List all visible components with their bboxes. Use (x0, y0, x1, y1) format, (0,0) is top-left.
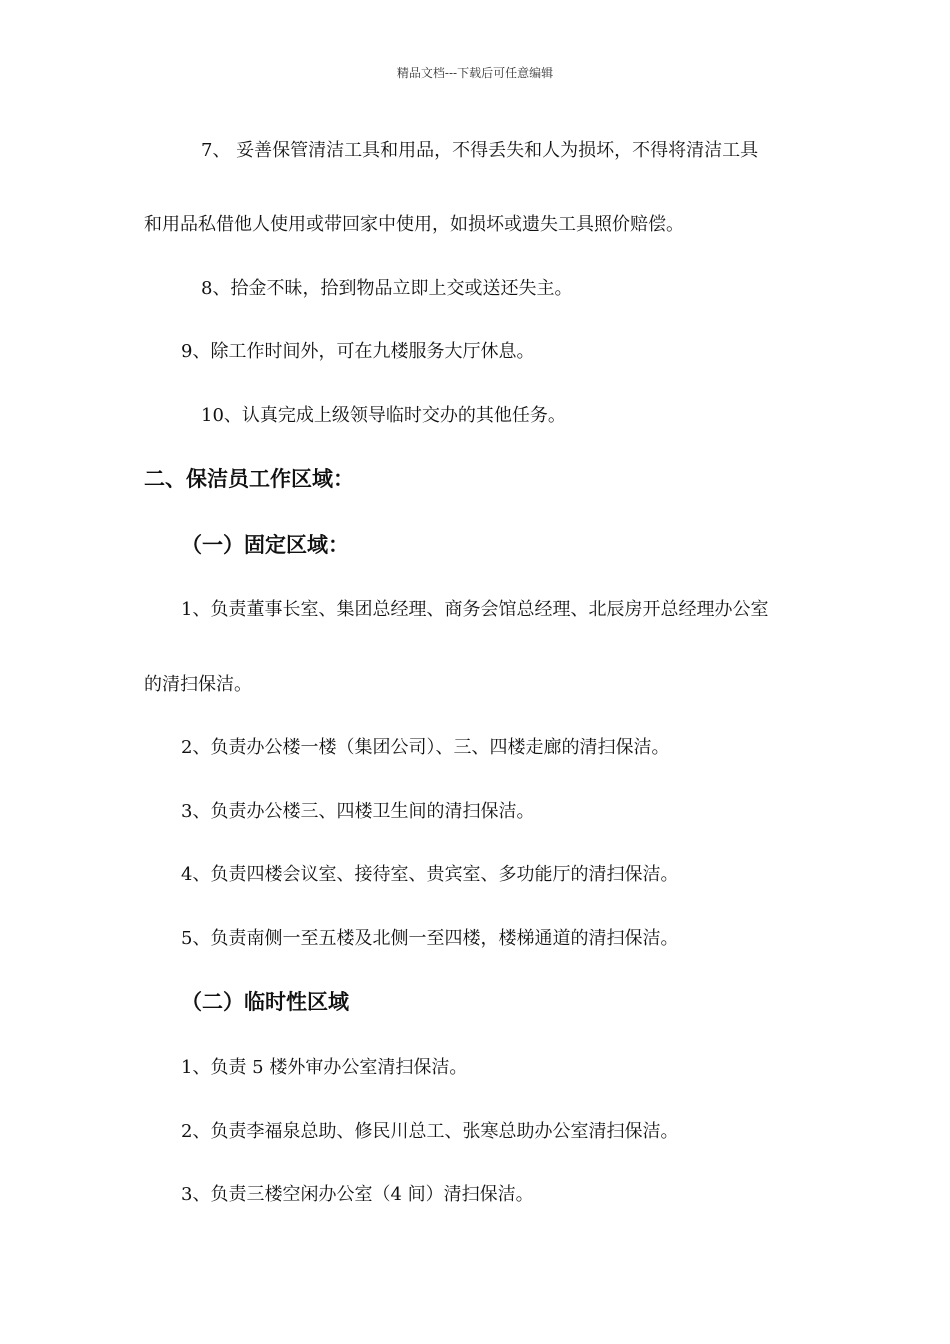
paragraph-item-8: 8、拾金不昧，拾到物品立即上交或送还失主。 (201, 278, 573, 299)
fixed-area-item-3: 3、负责办公楼三、四楼卫生间的清扫保洁。 (181, 801, 535, 822)
fixed-area-item-1-line-2: 的清扫保洁。 (144, 674, 252, 695)
subsection-heading-temporary-area: （二）临时性区域 (181, 989, 349, 1014)
fixed-area-item-2: 2、负责办公楼一楼（集团公司）、三、四楼走廊的清扫保洁。 (181, 737, 670, 758)
temporary-area-item-1: 1、负责 5 楼外审办公室清扫保洁。 (181, 1057, 468, 1078)
paragraph-item-7-line-1: 7、 妥善保管清洁工具和用品，不得丢失和人为损坏，不得将清洁工具 (201, 140, 759, 161)
paragraph-item-10: 10、认真完成上级领导临时交办的其他任务。 (201, 405, 566, 426)
fixed-area-item-1-line-1: 1、负责董事长室、集团总经理、商务会馆总经理、北辰房开总经理办公室 (181, 599, 769, 620)
paragraph-item-7-line-2: 和用品私借他人使用或带回家中使用，如损坏或遗失工具照价赔偿。 (144, 214, 684, 235)
fixed-area-item-4: 4、负责四楼会议室、接待室、贵宾室、多功能厅的清扫保洁。 (181, 864, 679, 885)
paragraph-item-9: 9、除工作时间外，可在九楼服务大厅休息。 (181, 341, 535, 362)
section-heading-work-area: 二、保洁员工作区域： (144, 466, 354, 491)
subsection-heading-fixed-area: （一）固定区域： (181, 532, 349, 557)
page-header: 精品文档---下载后可任意编辑 (396, 66, 554, 80)
fixed-area-item-5: 5、负责南侧一至五楼及北侧一至四楼，楼梯通道的清扫保洁。 (181, 928, 679, 949)
temporary-area-item-2: 2、负责李福泉总助、修民川总工、张寒总助办公室清扫保洁。 (181, 1121, 679, 1142)
temporary-area-item-3: 3、负责三楼空闲办公室（4 间）清扫保洁。 (181, 1184, 534, 1205)
